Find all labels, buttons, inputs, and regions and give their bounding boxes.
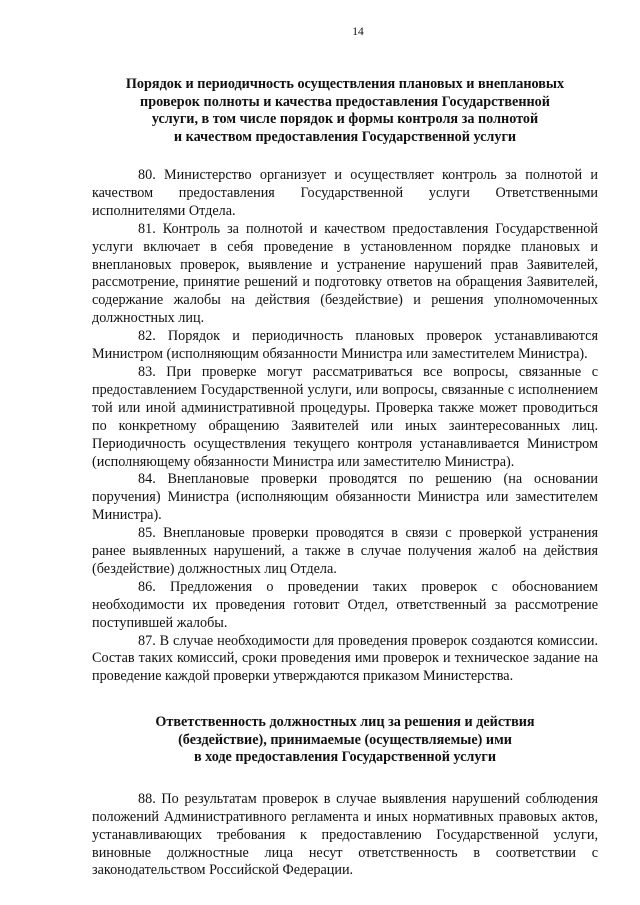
paragraph-88: 88. По результатам проверок в случае выявления нарушений соблюдения положений Административного регламента и иных нормативных правовых актов, устанавливающих требования к предоставлению Государственной услуги, виновные должностные лица несут ответственность в соответствии с законодательством Российской Федерации. — [92, 790, 598, 879]
heading-line: проверок полноты и качества предоставления Государственной — [140, 93, 550, 110]
paragraph-83: 83. При проверке могут рассматриваться все вопросы, связанные с предоставлением Государственной услуги, или вопросы, связанные с исполнением той или иной административной процедуры. Проверка также может проводиться по конкретному обращению Заявителей или иных заинтересованных лиц. Периодичность осуществления текущего контроля устанавливается Министром (исполняющему обязанности Министра или заместителю Министра). — [92, 363, 598, 470]
page-number: 14 — [352, 26, 364, 38]
heading-line: в ходе предоставления Государственной услуги — [193, 749, 497, 766]
heading-line: услуги, в том числе порядок и формы контроля за полнотой — [151, 111, 539, 127]
paragraph-80: 80. Министерство организует и осуществляет контроль за полнотой и качеством предоставления Государственной услуги Ответственными исполнителями Отдела. — [92, 167, 598, 219]
section-body-inspections — [92, 167, 598, 686]
heading-line: и качеством предоставления Государственной услуги — [173, 128, 517, 145]
paragraph-87: 87. В случае необходимости для проведения проверок создаются комиссии. Состав таких комиссий, сроки проведения ими проверок и техническое задание на проведение каждой проверки утверждаются приказом Министерства. — [92, 632, 598, 685]
section-body-responsibility — [92, 791, 598, 881]
heading-line: Ответственность должностных лиц за решения и действия — [155, 714, 535, 731]
heading-line: (бездействие), принимаемые (осуществляемые) ими — [178, 731, 512, 748]
paragraph-86: 86. Предложения о проведении таких проверок с обоснованием необходимости их проведения готовит Отдел, ответственный за рассмотрение поступившей жалобы. — [92, 578, 598, 631]
section-heading-responsibility — [92, 714, 598, 767]
heading-line: Порядок и периодичность осуществления плановых и внеплановых — [125, 76, 565, 92]
paragraph-85: 85. Внеплановые проверки проводятся в связи с проверкой устранения ранее выявленных нарушений, а также в случае получения жалоб на действия (бездействие) должностных лиц Отдела. — [92, 525, 598, 577]
section-heading-inspections — [92, 76, 598, 146]
paragraph-82: 82. Порядок и периодичность плановых проверок устанавливаются Министром (исполняющим обязанности Министра или заместителем Министра). — [92, 328, 598, 363]
paragraph-84: 84. Внеплановые проверки проводятся по решению (на основании поручения) Министра (исполняющим обязанности Министра или заместителем Министра). — [92, 471, 598, 524]
paragraph-81: 81. Контроль за полнотой и качеством предоставления Государственной услуги включает в себя проведение в установленном порядке плановых и внеплановых проверок, выявление и устранение нарушений прав Заявителей, рассмотрение, принятие решений и подготовку ответов на обращения Заявителей, содержание жалобы на действия (бездействие) и решения уполномоченных должностных лиц. — [92, 220, 598, 327]
